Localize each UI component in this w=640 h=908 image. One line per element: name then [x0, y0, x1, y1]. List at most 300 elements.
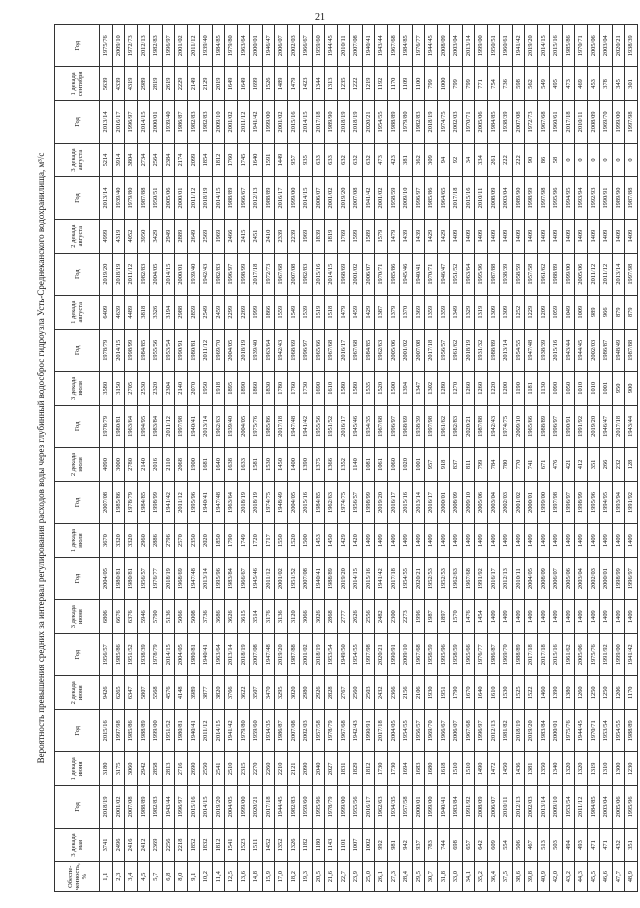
year-cell: 2011/12 — [175, 481, 188, 523]
discharge-cell: 736 — [500, 67, 513, 101]
year-cell: 1970/71 — [575, 25, 588, 67]
discharge-cell: 2859 — [187, 295, 200, 329]
discharge-cell: 2210 — [275, 752, 288, 786]
year-cell: 1997/98 — [362, 634, 375, 676]
year-cell: 1960/61 — [500, 25, 513, 67]
year-cell: 1941/42 — [512, 25, 525, 67]
year-cell: 1979/80 — [125, 177, 138, 219]
discharge-cell: 1769 — [337, 219, 350, 253]
year-cell: 1995/96 — [625, 786, 638, 828]
year-cell: 2018/19 — [350, 101, 363, 143]
discharge-cell: 2734 — [137, 143, 150, 177]
year-cell: 2020/21 — [250, 786, 263, 828]
year-cell: 2014/15 — [537, 25, 550, 67]
year-cell: 1967/68 — [325, 329, 338, 371]
discharge-cell: 2466 — [225, 219, 238, 253]
discharge-cell: 1309 — [500, 295, 513, 329]
discharge-cell: 493 — [575, 828, 588, 862]
discharge-cell: 1670 — [462, 676, 475, 710]
year-cell: 1994/95 — [562, 177, 575, 219]
probability-cell: 5,7 — [150, 862, 163, 892]
table-row — [350, 25, 363, 892]
year-cell: 2002/03 — [525, 786, 538, 828]
discharge-cell: 34 — [462, 143, 475, 177]
year-cell: 1938/39 — [412, 405, 425, 447]
year-cell: 1989/90 — [512, 177, 525, 219]
year-cell: 2007/08 — [512, 101, 525, 143]
discharge-cell: 1182 — [300, 828, 313, 862]
discharge-cell: 1918 — [212, 371, 225, 405]
discharge-cell: 1790 — [225, 524, 238, 558]
discharge-cell: 4489 — [125, 295, 138, 329]
year-cell: 2001/02 — [175, 25, 188, 67]
year-cell: 2009/10 — [400, 177, 413, 219]
year-cell: 1983/84 — [450, 786, 463, 828]
year-cell: 1963/64 — [237, 25, 250, 67]
discharge-cell: 1479 — [287, 67, 300, 101]
discharge-cell: 784 — [487, 448, 500, 482]
year-cell: 1996/97 — [412, 177, 425, 219]
year-cell: 1956/57 — [437, 329, 450, 371]
discharge-cell: 86 — [537, 143, 550, 177]
discharge-cell: 1640 — [212, 448, 225, 482]
probability-cell: 48,9 — [625, 862, 638, 892]
year-cell: 1951/52 — [287, 557, 300, 599]
discharge-cell: 1222 — [350, 67, 363, 101]
header-cell: 2 декада июня — [55, 676, 100, 710]
year-cell: 2010/11 — [337, 25, 350, 67]
discharge-cell: 1580 — [350, 371, 363, 405]
discharge-cell: 1359 — [425, 295, 438, 329]
discharge-cell: 1409 — [587, 600, 600, 634]
year-cell: 1990/91 — [362, 710, 375, 752]
discharge-cell: 1409 — [575, 219, 588, 253]
discharge-cell: 2813 — [162, 752, 175, 786]
discharge-cell: 1479 — [337, 295, 350, 329]
year-cell: 1943/44 — [162, 786, 175, 828]
year-cell: 2002/03 — [450, 101, 463, 143]
discharge-cell: 549 — [537, 67, 550, 101]
discharge-cell: 3818 — [137, 295, 150, 329]
year-cell: 1987/88 — [475, 405, 488, 447]
discharge-cell: 1476 — [462, 600, 475, 634]
header-cell: Год — [55, 405, 100, 447]
discharge-cell: 1599 — [350, 219, 363, 253]
year-cell: 2018/19 — [237, 481, 250, 523]
year-cell: 1980/81 — [175, 710, 188, 752]
year-cell: 1976/77 — [150, 557, 163, 599]
year-cell: 2011/12 — [162, 405, 175, 447]
year-cell: 2015/16 — [400, 481, 413, 523]
year-cell: 1942/43 — [275, 329, 288, 371]
year-cell: 2002/03 — [300, 710, 313, 752]
discharge-cell: 495 — [550, 67, 563, 101]
year-cell: 2004/05 — [225, 786, 238, 828]
year-cell: 1998/99 — [125, 329, 138, 371]
year-cell: 2002/03 — [587, 557, 600, 599]
discharge-cell: 1453 — [312, 524, 325, 558]
table-row — [512, 25, 525, 892]
discharge-cell: 1192 — [375, 67, 388, 101]
year-cell: 1964/65 — [437, 177, 450, 219]
probability-cell: 25,0 — [362, 862, 375, 892]
discharge-cell: 1409 — [500, 219, 513, 253]
discharge-cell: 301 — [625, 67, 638, 101]
year-cell: 1987/88 — [625, 329, 638, 371]
discharge-cell: 1730 — [387, 752, 400, 786]
discharge-cell: 799 — [450, 67, 463, 101]
year-cell: 1961/62 — [437, 405, 450, 447]
discharge-cell: 1379 — [387, 295, 400, 329]
year-cell: 2011/12 — [237, 101, 250, 143]
discharge-cell: 1429 — [437, 219, 450, 253]
discharge-cell: 1409 — [550, 524, 563, 558]
discharge-cell: 2949 — [162, 219, 175, 253]
year-cell: 2015/16 — [312, 253, 325, 295]
discharge-cell: 799 — [462, 67, 475, 101]
discharge-cell: 3989 — [187, 676, 200, 710]
discharge-cell: 744 — [437, 828, 450, 862]
year-cell: 1982/83 — [412, 101, 425, 143]
discharge-cell: 1812 — [212, 143, 225, 177]
discharge-cell: 1409 — [600, 219, 613, 253]
discharge-cell: 2315 — [237, 752, 250, 786]
discharge-cell: 1633 — [237, 448, 250, 482]
year-cell: 1990/91 — [562, 405, 575, 447]
header-cell: Обеспе-ченность, % — [55, 862, 100, 892]
table-row — [475, 25, 488, 892]
year-cell: 1967/68 — [375, 405, 388, 447]
year-cell: 1999/00 — [337, 786, 350, 828]
discharge-cell: 1812 — [212, 828, 225, 862]
table-row — [162, 25, 175, 892]
year-cell: 1940/41 — [412, 253, 425, 295]
discharge-cell: 2121 — [287, 752, 300, 786]
year-cell: 2013/14 — [100, 101, 113, 143]
discharge-cell: 1320 — [562, 752, 575, 786]
discharge-cell: 1409 — [612, 524, 625, 558]
discharge-cell: 4576 — [162, 676, 175, 710]
year-cell: 1984/85 — [137, 329, 150, 371]
year-cell: 1946/47 — [262, 25, 275, 67]
discharge-cell: 453 — [587, 67, 600, 101]
discharge-cell: 1340 — [550, 752, 563, 786]
discharge-cell: 1359 — [437, 295, 450, 329]
discharge-cell: 1409 — [412, 524, 425, 558]
year-cell: 2017/18 — [375, 710, 388, 752]
discharge-cell: 2796 — [162, 524, 175, 558]
discharge-cell: 2564 — [150, 143, 163, 177]
table-row — [112, 25, 125, 892]
year-cell: 2011/12 — [200, 710, 213, 752]
year-cell: 1942/43 — [200, 253, 213, 295]
year-cell: 1955/56 — [312, 405, 325, 447]
discharge-cell: 1580 — [337, 371, 350, 405]
header-cell: 1 декада июня — [55, 752, 100, 786]
discharge-cell: 1409 — [575, 600, 588, 634]
year-cell: 1980/81 — [125, 557, 138, 599]
year-cell: 2003/04 — [600, 786, 613, 828]
year-cell: 1998/99 — [612, 557, 625, 599]
year-cell: 2011/12 — [600, 253, 613, 295]
discharge-cell: 476 — [550, 448, 563, 482]
discharge-cell: 1409 — [500, 524, 513, 558]
discharge-cell: 1409 — [362, 524, 375, 558]
year-cell: 1998/99 — [237, 253, 250, 295]
discharge-cell: 2980 — [300, 676, 313, 710]
year-cell: 2000/01 — [437, 481, 450, 523]
header-cell: Год — [55, 710, 100, 752]
year-cell: 1972/73 — [525, 101, 538, 143]
year-cell: 2009/10 — [550, 786, 563, 828]
year-cell: 1991/92 — [625, 481, 638, 523]
discharge-cell: 1309 — [487, 295, 500, 329]
year-cell: 1998/99 — [150, 481, 163, 523]
table-row — [250, 25, 263, 892]
year-cell: 2006/07 — [487, 786, 500, 828]
discharge-cell: 1230 — [625, 752, 638, 786]
year-cell: 2008/09 — [587, 101, 600, 143]
year-cell: 1967/68 — [337, 710, 350, 752]
discharge-cell: 2510 — [225, 752, 238, 786]
year-cell: 1988/89 — [537, 405, 550, 447]
header-cell: Год — [55, 177, 100, 219]
discharge-cell: 1890 — [237, 371, 250, 405]
year-cell: 1999/00 — [237, 786, 250, 828]
discharge-cell: 1409 — [625, 600, 638, 634]
discharge-cell: 1429 — [337, 524, 350, 558]
year-cell: 1983/84 — [225, 557, 238, 599]
year-cell: 1941/42 — [162, 481, 175, 523]
year-cell: 1966/67 — [237, 177, 250, 219]
discharge-cell: 378 — [600, 67, 613, 101]
year-cell: 2011/12 — [587, 253, 600, 295]
year-cell: 1999/00 — [612, 101, 625, 143]
header-cell: Год — [55, 786, 100, 828]
discharge-cell: 1550 — [275, 524, 288, 558]
discharge-cell: 1452 — [262, 828, 275, 862]
year-cell: 2008/09 — [450, 481, 463, 523]
discharge-cell: 1170 — [625, 676, 638, 710]
discharge-cell: 799 — [425, 67, 438, 101]
discharge-cell: 2412 — [137, 828, 150, 862]
year-cell: 1960/61 — [550, 101, 563, 143]
discharge-cell: 1570 — [450, 600, 463, 634]
discharge-cell: 1344 — [312, 67, 325, 101]
year-cell: 1994/95 — [137, 405, 150, 447]
year-cell: 1941/42 — [225, 710, 238, 752]
year-cell: 1942/43 — [487, 405, 500, 447]
year-cell: 2004/05 — [175, 634, 188, 676]
year-cell: 1982/83 — [287, 786, 300, 828]
table-wrapper — [54, 24, 635, 892]
year-cell: 2000/01 — [600, 557, 613, 599]
year-cell: 1943/44 — [562, 329, 575, 371]
year-cell: 2002/03 — [500, 481, 513, 523]
page-number: 21 — [315, 12, 325, 23]
discharge-cell: 1999 — [250, 295, 263, 329]
year-cell: 1967/68 — [537, 101, 550, 143]
discharge-cell: 3914 — [112, 143, 125, 177]
discharge-cell: 5568 — [150, 676, 163, 710]
discharge-cell: 1409 — [500, 600, 513, 634]
discharge-cell: 966 — [600, 295, 613, 329]
year-cell: 1939/40 — [162, 101, 175, 143]
discharge-cell: 3175 — [112, 752, 125, 786]
year-cell: 1968/69 — [175, 557, 188, 599]
year-cell: 2013/14 — [500, 329, 513, 371]
discharge-cell: 1409 — [475, 524, 488, 558]
discharge-cell: 2819 — [150, 67, 163, 101]
year-cell: 1972/73 — [262, 253, 275, 295]
year-cell: 2009/10 — [400, 634, 413, 676]
table-row — [362, 25, 375, 892]
discharge-cell: 1101 — [337, 828, 350, 862]
year-cell: 2002/03 — [287, 25, 300, 67]
year-cell: 2016/17 — [487, 557, 500, 599]
discharge-cell: 1060 — [387, 448, 400, 482]
year-cell: 2000/01 — [175, 177, 188, 219]
discharge-cell: 1852 — [187, 828, 200, 862]
discharge-cell: 3626 — [225, 600, 238, 634]
discharge-cell: 1830 — [262, 371, 275, 405]
year-cell: 1992/93 — [587, 177, 600, 219]
discharge-cell: 1170 — [387, 67, 400, 101]
discharge-cell: 92 — [450, 143, 463, 177]
year-cell: 2016/17 — [387, 481, 400, 523]
year-cell: 1961/62 — [450, 329, 463, 371]
year-cell: 2011/12 — [187, 25, 200, 67]
discharge-cell: 1319 — [587, 752, 600, 786]
discharge-cell: 609 — [487, 828, 500, 862]
probability-cell: 39,8 — [525, 862, 538, 892]
discharge-cell: 3194 — [162, 295, 175, 329]
year-cell: 2012/13 — [137, 25, 150, 67]
discharge-cell: 2099 — [187, 143, 200, 177]
discharge-cell: 1409 — [625, 524, 638, 558]
year-cell: 2014/15 — [300, 101, 313, 143]
discharge-cell: 1409 — [600, 600, 613, 634]
probability-cell: 3,4 — [125, 862, 138, 892]
discharge-cell: 3150 — [112, 371, 125, 405]
year-cell: 1996/97 — [625, 557, 638, 599]
year-cell: 1982/83 — [187, 101, 200, 143]
discharge-cell: 503 — [550, 828, 563, 862]
header-cell: Год — [55, 253, 100, 295]
year-cell: 1987/88 — [625, 177, 638, 219]
year-cell: 1990/91 — [387, 634, 400, 676]
year-cell: 1974/75 — [262, 481, 275, 523]
year-cell: 1969/70 — [212, 329, 225, 371]
year-cell: 1988/89 — [225, 177, 238, 219]
year-cell: 1943/44 — [375, 25, 388, 67]
discharge-cell: 1409 — [587, 219, 600, 253]
discharge-cell: 1409 — [400, 524, 413, 558]
discharge-cell: 1409 — [600, 524, 613, 558]
year-cell: 2018/19 — [462, 329, 475, 371]
discharge-cell: 1510 — [462, 752, 475, 786]
discharge-cell: 799 — [475, 448, 488, 482]
probability-cell: 40,9 — [537, 862, 550, 892]
discharge-cell: 1987 — [425, 600, 438, 634]
discharge-cell: 2218 — [175, 828, 188, 862]
discharge-cell: 1579 — [375, 219, 388, 253]
discharge-cell: 0 — [587, 143, 600, 177]
discharge-cell: 1460 — [537, 676, 550, 710]
table-row — [587, 25, 600, 892]
year-cell: 1951/52 — [162, 710, 175, 752]
discharge-cell: 1409 — [562, 600, 575, 634]
table-caption: Вероятность превышения средних за интервал регулирования расходов воды через глубинный водосброс гидроузла Усть-Среднеканского водохранилища, м³/с — [36, 152, 46, 764]
year-cell: 1985/86 — [562, 25, 575, 67]
discharge-cell: 632 — [337, 143, 350, 177]
header-cell: 3 декада мая — [55, 828, 100, 862]
table-row — [200, 25, 213, 892]
year-cell: 1946/47 — [437, 253, 450, 295]
year-cell: 1963/64 — [462, 253, 475, 295]
year-cell: 1990/91 — [175, 329, 188, 371]
year-cell: 1934/35 — [387, 786, 400, 828]
year-cell: 2006/07 — [362, 253, 375, 295]
year-cell: 1952/53 — [437, 557, 450, 599]
discharge-cell: 6376 — [125, 600, 138, 634]
year-cell: 2012/13 — [500, 557, 513, 599]
discharge-cell: 473 — [375, 143, 388, 177]
year-cell: 2000/01 — [150, 101, 163, 143]
table-row — [150, 25, 163, 892]
discharge-cell: 2767 — [337, 676, 350, 710]
year-cell: 2012/13 — [487, 710, 500, 752]
probability-cell: 9,1 — [187, 862, 200, 892]
discharge-cell: 837 — [450, 448, 463, 482]
table-row — [125, 25, 138, 892]
discharge-cell: 770 — [512, 448, 525, 482]
year-cell: 2000/01 — [175, 253, 188, 295]
year-cell: 2018/19 — [112, 253, 125, 295]
discharge-cell: 2110 — [162, 448, 175, 482]
year-cell: 2007/08 — [350, 177, 363, 219]
year-cell: 1981/82 — [500, 710, 513, 752]
year-cell: 2014/15 — [212, 710, 225, 752]
discharge-cell: 1050 — [562, 371, 575, 405]
year-cell: 1985/86 — [125, 710, 138, 752]
discharge-cell: 4319 — [112, 219, 125, 253]
year-cell: 2007/08 — [300, 557, 313, 599]
year-cell: 2005/06 — [575, 634, 588, 676]
year-cell: 1947/48 — [262, 634, 275, 676]
year-cell: 1986/87 — [275, 710, 288, 752]
discharge-cell: 598 — [512, 67, 525, 101]
discharge-cell: 989 — [587, 295, 600, 329]
discharge-cell: 0 — [600, 143, 613, 177]
discharge-cell: 3686 — [212, 600, 225, 634]
year-cell: 1976/77 — [475, 634, 488, 676]
year-cell: 1959/60 — [250, 710, 263, 752]
discharge-cell: 6409 — [100, 295, 113, 329]
discharge-cell: 3066 — [300, 600, 313, 634]
discharge-cell: 1394 — [400, 371, 413, 405]
year-cell: 1966/67 — [237, 557, 250, 599]
year-cell: 2015/16 — [287, 101, 300, 143]
discharge-cell: 1375 — [312, 448, 325, 482]
year-cell: 1984/85 — [487, 101, 500, 143]
year-cell: 2020/21 — [412, 557, 425, 599]
discharge-cell: 1449 — [275, 143, 288, 177]
year-cell: 1938/39 — [500, 101, 513, 143]
year-cell: 2018/19 — [237, 329, 250, 371]
discharge-cell: 1250 — [587, 676, 600, 710]
discharge-cell: 1109 — [400, 67, 413, 101]
